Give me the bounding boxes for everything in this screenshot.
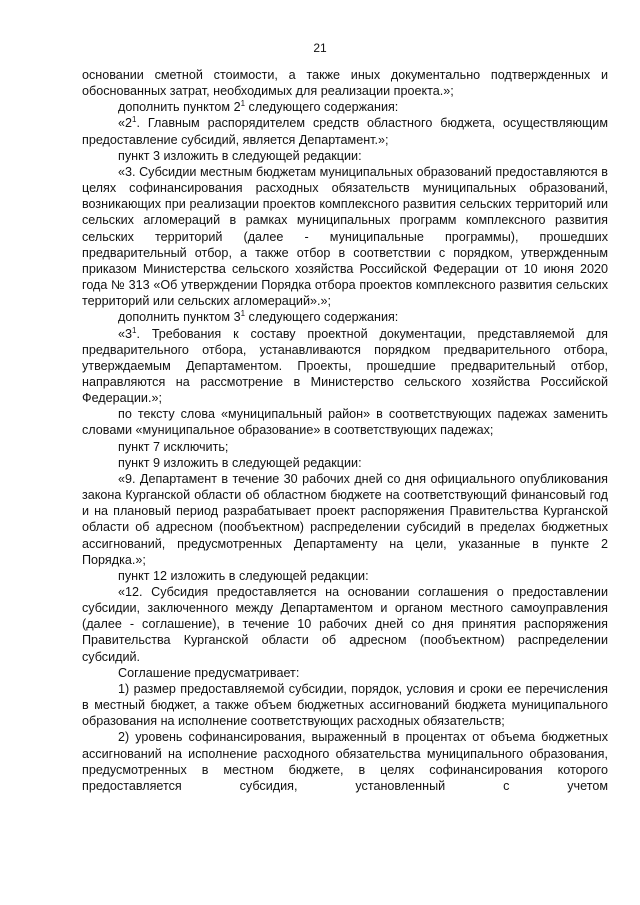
paragraph: пункт 3 изложить в следующей редакции: <box>118 148 362 163</box>
paragraph: основании сметной стоимости, а также иных документально подтвержденных и обоснованных затрат, необходимых для реализации проекта.»; <box>82 68 608 99</box>
paragraph <box>82 309 608 325</box>
paragraph-text: . Главным распорядителем средств областного бюджета, осуществляющим предоставление субсидий, является Департамент.»; <box>82 116 608 147</box>
paragraph: «9. Департамент в течение 30 рабочих дней со дня официального опубликования закона Курганской области об областном бюджете на соответствующий финансовый год и на плановый период разрабатывает проект распоряжения Правительства Курганской области об адресном (пообъектном) распределении субсидий в пределах бюджетных ассигнований, предусмотренных Департаменту на цели, указанные в пункте 2 Порядка.»; <box>82 471 608 567</box>
paragraph-text: следующего содержания: <box>245 100 399 115</box>
paragraph: 1) размер предоставляемой субсидии, порядок, условия и сроки ее перечисления в местный бюджет, а также объем бюджетных ассигнований бюджета муниципального образования на исполнение соответствующих расходных обязательств; <box>82 681 608 729</box>
superscript-index: 1 <box>132 115 137 125</box>
paragraph-text: . Требования к составу проектной документации, представляемой для предварительного отбора, устанавливаются порядком предварительного отбора, утверждаемым Департаментом. Проекты, прошедшие предварительный отбор, направляются на рассмотрение в Министерство сельского хозяйства Российской Федерации.»; <box>82 326 608 406</box>
paragraph: «3. Субсидии местным бюджетам муниципальных образований предоставляются в целях софинансирования расходных обязательств муниципальных образований, возникающих при реализации проектов комплексного развития сельских территорий или сельских агломераций в рамках муниципальных программ комплексного развития сельских территорий (далее - муниципальные программы), прошедших предварительный отбор, а также отбор в соответствии с порядком, утвержденным приказом Министерства сельского хозяйства Российской Федерации от 10 июня 2020 года № 313 «Об утверждении Порядка отбора проектов комплексного развития сельских территорий или сельских агломераций».»; <box>82 164 608 309</box>
page-number: 21 <box>313 41 327 55</box>
paragraph: пункт 7 исключить; <box>118 439 229 454</box>
paragraph-text: следующего содержания: <box>245 310 399 325</box>
paragraph-text: «2 <box>118 116 133 131</box>
paragraph: Соглашение предусматривает: <box>118 665 300 680</box>
document-body <box>82 67 608 794</box>
paragraph <box>82 115 608 147</box>
paragraph-text: дополнить пунктом 3 <box>118 310 241 325</box>
superscript-index: 1 <box>132 325 137 335</box>
paragraph-text: «3 <box>118 326 133 341</box>
paragraph: «12. Субсидия предоставляется на основании соглашения о предоставлении субсидии, заключенного между Департаментом и органом местного самоуправления (далее - соглашение), в течение 10 рабочих дней со дня принятия распоряжения Правительства Курганской области об адресном (пообъектном) распределении субсидий. <box>82 585 608 664</box>
paragraph <box>82 326 608 407</box>
paragraph-text: дополнить пунктом 2 <box>118 100 241 115</box>
superscript-index: 1 <box>240 99 246 109</box>
paragraph: по тексту слова «муниципальный район» в соответствующих падежах заменить словами «муниципальное образование» в соответствующих падежах; <box>82 407 608 438</box>
paragraph <box>82 99 608 115</box>
superscript-index: 1 <box>240 309 246 319</box>
paragraph: 2) уровень софинансирования, выраженный в процентах от объема бюджетных ассигнований на исполнение расходного обязательства муниципального образования, предусмотренных в местном бюджете, в целях софинансирования которого предоставляется субсидия, установленный с учетом <box>82 730 608 793</box>
paragraph: пункт 12 изложить в следующей редакции: <box>118 568 369 583</box>
paragraph: пункт 9 изложить в следующей редакции: <box>118 455 362 470</box>
